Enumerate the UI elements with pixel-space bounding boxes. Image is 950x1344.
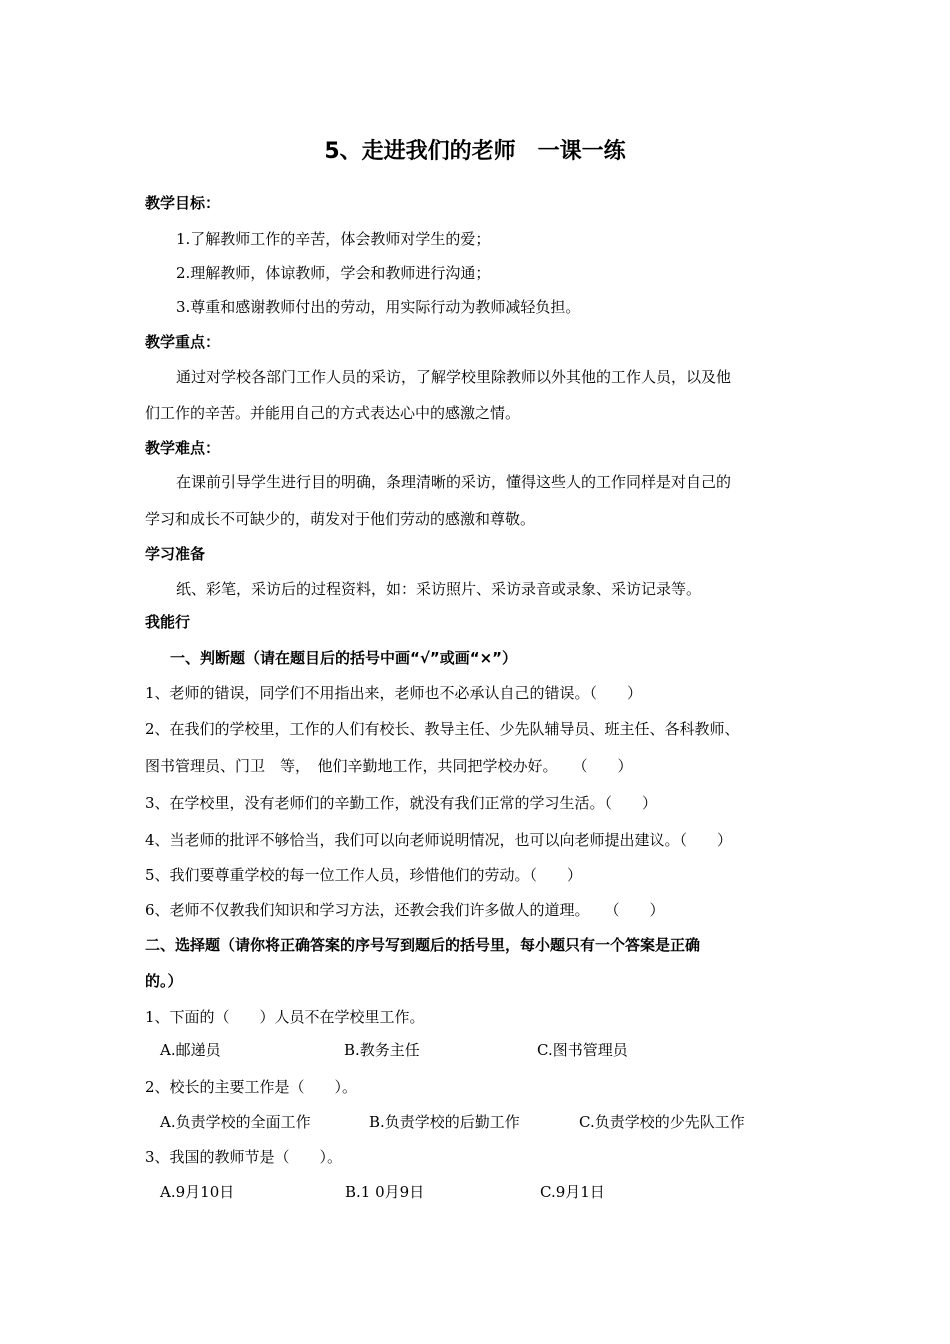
difficulties-line-1: 在课前引导学生进行目的明确，条理清晰的采访，懂得这些人的工作同样是对自己的 [176, 473, 732, 491]
goal-item-1: 1.了解教师工作的辛苦，体会教师对学生的爱； [176, 230, 491, 248]
choice-q2-option-c: C.负责学校的少先队工作 [579, 1113, 745, 1131]
choice-q2-option-b: B.负责学校的后勤工作 [369, 1113, 520, 1131]
goal-item-3: 3.尊重和感谢教师付出的劳动，用实际行动为教师减轻负担。 [176, 298, 581, 316]
page-title: 5、走进我们的老师 一课一练 [324, 139, 626, 164]
choice-question-3: 3、我国的教师节是（ ）。 [145, 1148, 343, 1166]
choice-heading-line-1: 二、选择题（请你将正确答案的序号写到题后的括号里，每小题只有一个答案是正确 [145, 936, 701, 954]
choice-heading-line-2: 的。） [145, 972, 183, 990]
difficulties-line-2: 学习和成长不可缺少的，萌发对于他们劳动的感激和尊敬。 [145, 510, 536, 528]
preparation-heading: 学习准备 [145, 545, 206, 563]
judge-question-2a: 2、在我们的学校里，工作的人们有校长、教导主任、少先队辅导员、班主任、各科教师、 [145, 720, 740, 738]
judge-question-1: 1、老师的错误，同学们不用指出来，老师也不必承认自己的错误。（ ） [145, 684, 643, 702]
difficulties-heading: 教学难点： [145, 439, 221, 457]
judge-heading: 一、判断题（请在题目后的括号中画“√”或画“×”） [170, 649, 518, 667]
goal-item-2: 2.理解教师，体谅教师，学会和教师进行沟通； [176, 264, 491, 282]
choice-q1-option-c: C.图书管理员 [537, 1041, 628, 1059]
choice-q3-option-a: A.9月10日 [160, 1183, 235, 1201]
choice-question-2: 2、校长的主要工作是（ ）。 [145, 1078, 358, 1096]
choice-q1-option-b: B.教务主任 [344, 1041, 420, 1059]
choice-q2-option-a: A.负责学校的全面工作 [160, 1113, 311, 1131]
choice-question-1: 1、下面的（ ）人员不在学校里工作。 [145, 1008, 425, 1026]
practice-heading: 我能行 [145, 613, 191, 631]
judge-question-3: 3、在学校里，没有老师们的辛勤工作，就没有我们正常的学习生活。（ ） [145, 794, 658, 812]
goals-heading: 教学目标： [145, 194, 221, 212]
key-points-heading: 教学重点： [145, 333, 221, 351]
judge-question-6: 6、老师不仅教我们知识和学习方法，还教会我们许多做人的道理。 （ ） [145, 901, 665, 919]
judge-question-5: 5、我们要尊重学校的每一位工作人员，珍惜他们的劳动。（ ） [145, 866, 583, 884]
choice-q3-option-c: C.9月1日 [540, 1183, 605, 1201]
judge-question-4: 4、当老师的批评不够恰当，我们可以向老师说明情况，也可以向老师提出建议。（ ） [145, 831, 733, 849]
key-points-line-1: 通过对学校各部门工作人员的采访，了解学校里除教师以外其他的工作人员，以及他 [176, 368, 732, 386]
judge-question-2b: 图书管理员、门卫 等， 他们辛勤地工作，共同把学校办好。 （ ） [145, 757, 633, 775]
key-points-line-2: 们工作的辛苦。并能用自己的方式表达心中的感激之情。 [145, 404, 521, 422]
choice-q1-option-a: A.邮递员 [160, 1041, 221, 1059]
preparation-line-1: 纸、彩笔，采访后的过程资料，如：采访照片、采访录音或录象、采访记录等。 [176, 580, 702, 598]
choice-q3-option-b: B.1 0月9日 [345, 1183, 425, 1201]
